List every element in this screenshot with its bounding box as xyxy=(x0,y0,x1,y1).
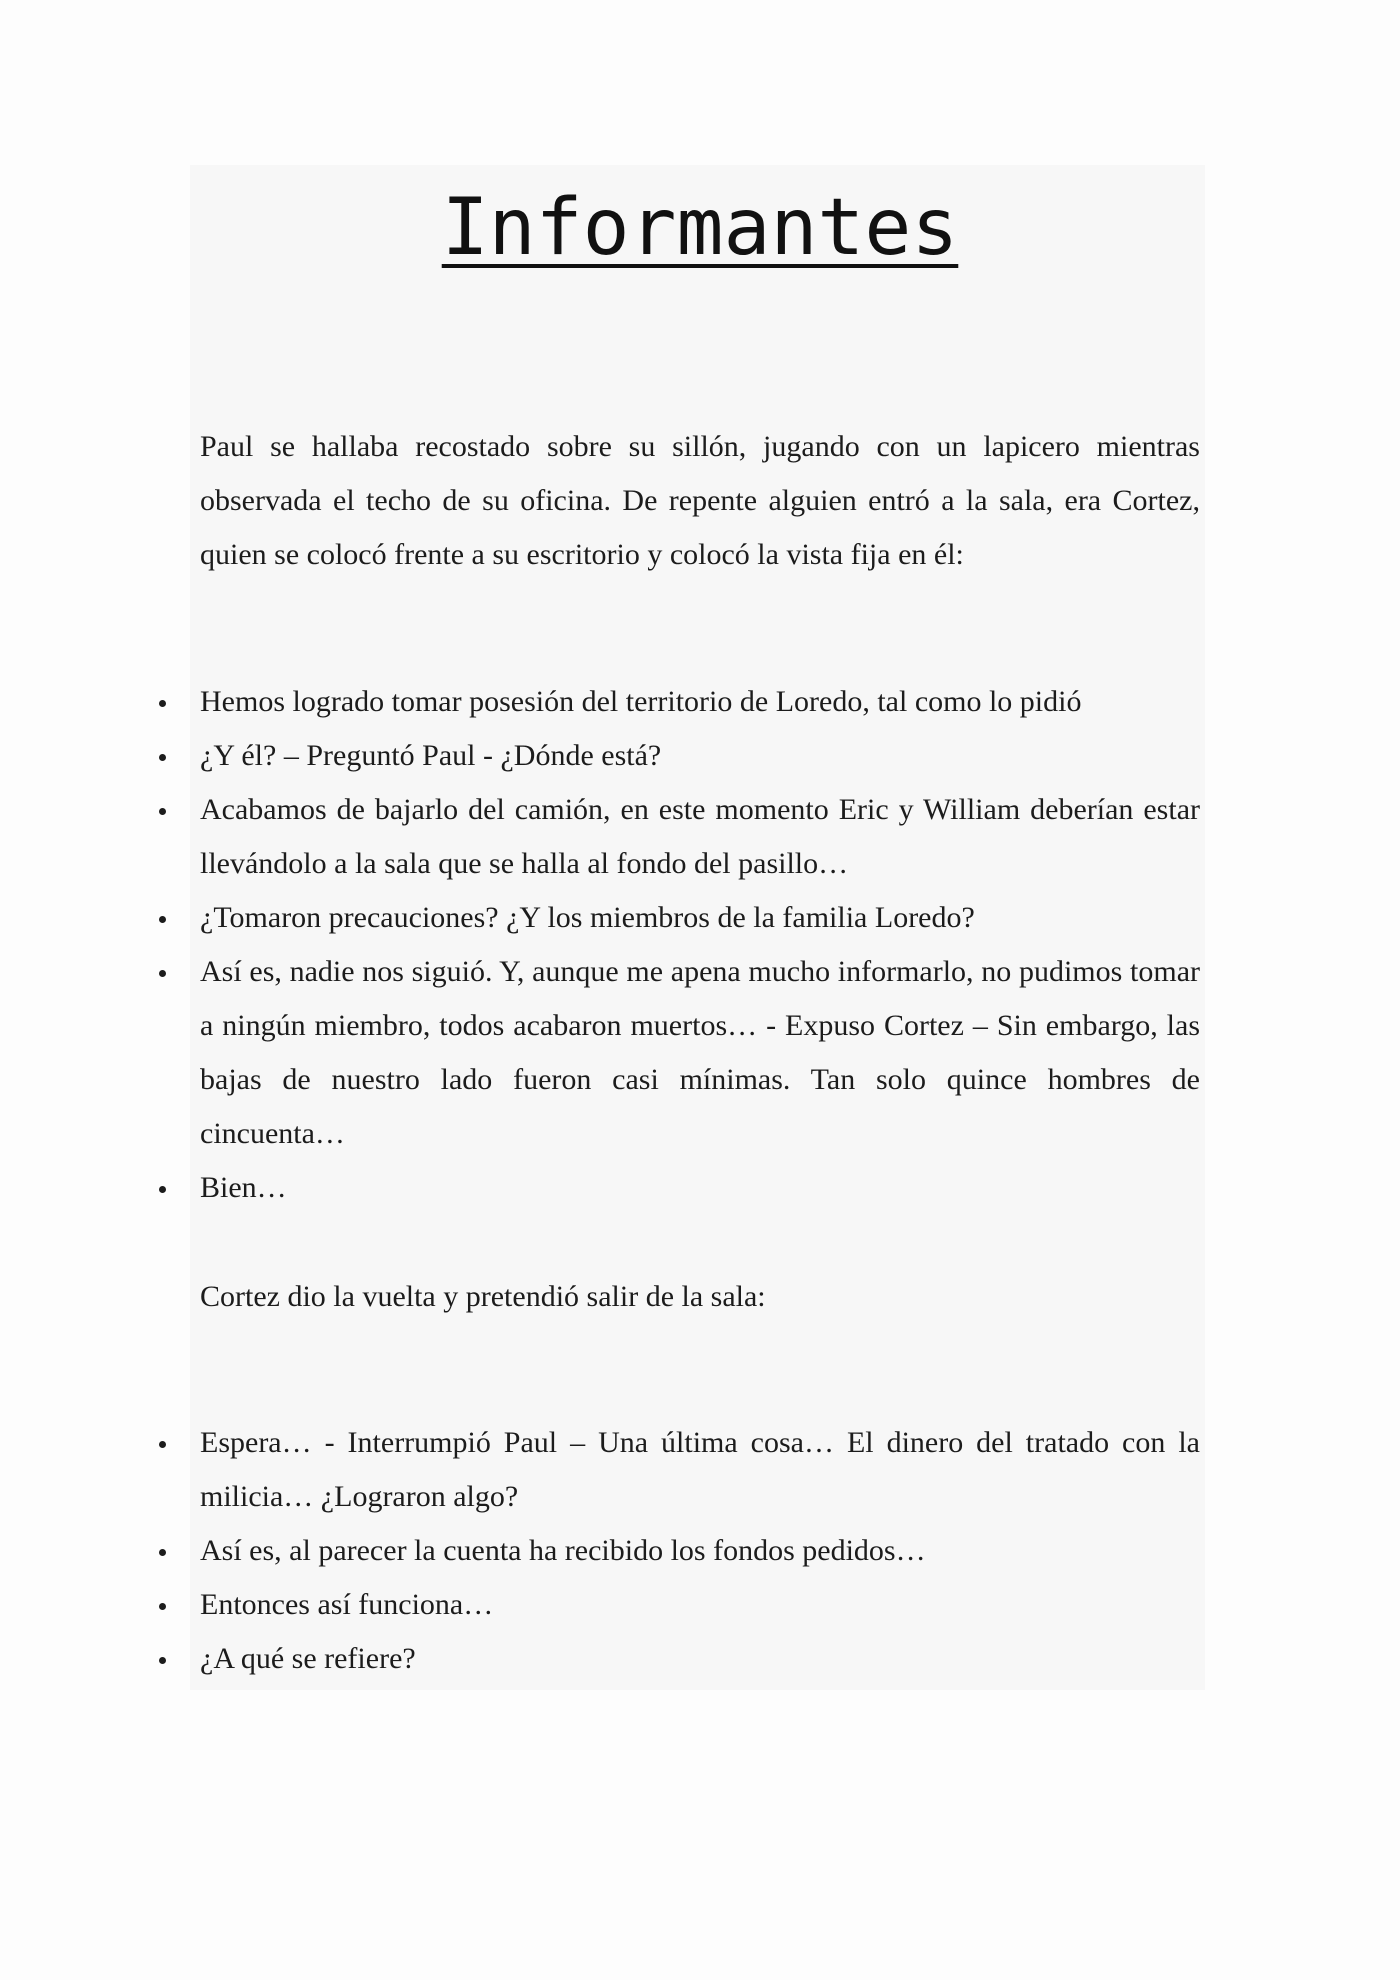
narration-paragraph: Cortez dio la vuelta y pretendió salir de la sala: xyxy=(200,1280,766,1313)
dialogue-line: Así es, nadie nos siguió. Y, aunque me apena mucho informarlo, no pudimos tomar a ningún miembro, todos acabaron muertos… - Expuso Cortez – Sin embargo, las bajas de nuestro lado fueron casi mínimas. Tan solo quince hombres de cincuenta… xyxy=(200,945,1200,1161)
dialogue-line: ¿Tomaron precauciones? ¿Y los miembros de la familia Loredo? xyxy=(200,891,1200,945)
dialogue-line: Acabamos de bajarlo del camión, en este momento Eric y William deberían estar llevándolo a la sala que se halla al fondo del pasillo… xyxy=(200,783,1200,891)
page-title: Informantes xyxy=(441,183,959,273)
intro-paragraph: Paul se hallaba recostado sobre su sillón, jugando con un lapicero mientras observada el techo de su oficina. De repente alguien entró a la sala, era Cortez, quien se colocó frente a su escritorio y colocó la vista fija en él: xyxy=(200,430,1200,571)
dialogue-line: ¿A qué se refiere? xyxy=(200,1632,1200,1686)
dialogue-line: Así es, al parecer la cuenta ha recibido los fondos pedidos… xyxy=(200,1524,1200,1578)
dialogue-line: ¿Y él? – Preguntó Paul - ¿Dónde está? xyxy=(200,729,1200,783)
dialogue-line: Entonces así funciona… xyxy=(200,1578,1200,1632)
dialogue-line: Hemos logrado tomar posesión del territorio de Loredo, tal como lo pidió xyxy=(200,675,1200,729)
dialogue-list-2 xyxy=(200,1416,1200,1686)
dialogue-line: Bien… xyxy=(200,1161,1200,1215)
dialogue-line: Espera… - Interrumpió Paul – Una última cosa… El dinero del tratado con la milicia… ¿Lograron algo? xyxy=(200,1416,1200,1524)
dialogue-list-1 xyxy=(200,675,1200,1215)
